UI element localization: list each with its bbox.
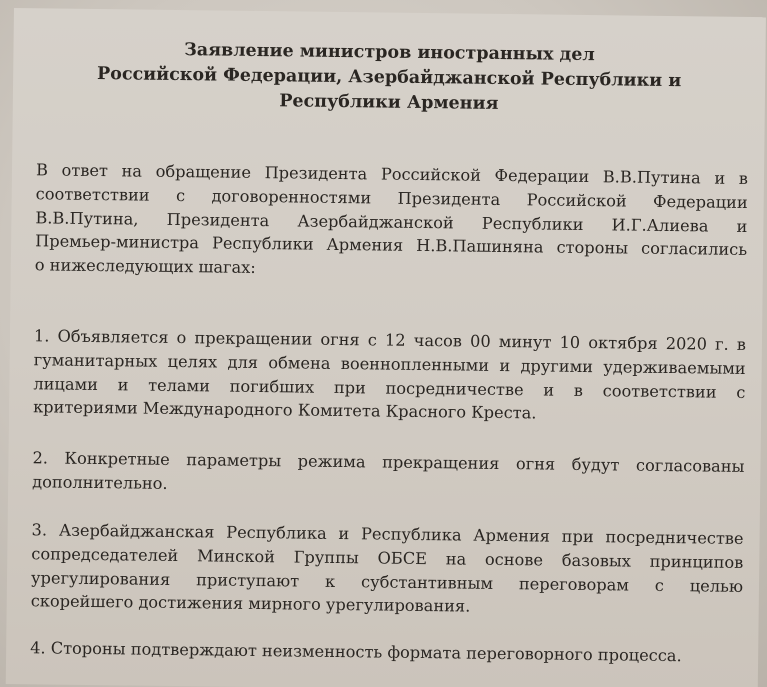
title-line: Республики Армения bbox=[279, 91, 499, 114]
point-3-paragraph bbox=[31, 518, 744, 622]
text-line: 3. Азербайджанская Республика и Республика Армения при посредничестве bbox=[31, 520, 744, 548]
text-line: гуманитарных целях для обмена военнопленными и другими удерживаемыми bbox=[33, 350, 746, 378]
text-line: 1. Объявляется о прекращении огня с 12 часов 00 минут 10 октября 2020 г. в bbox=[33, 326, 747, 354]
text-line: скорейшего достижения мирного урегулирования. bbox=[30, 591, 471, 617]
paper-sheet bbox=[6, 8, 766, 687]
point-1-paragraph bbox=[33, 324, 746, 428]
text-line: о нижеследующих шагах: bbox=[34, 255, 256, 278]
text-line: 4. Стороны подтверждают неизменность формата переговорного процесса. bbox=[30, 638, 682, 666]
title-line: Заявление министров иностранных дел bbox=[184, 40, 595, 66]
document-title bbox=[13, 36, 766, 120]
text-line: Премьер-министра Республики Армения Н.В.Пашиняна стороны согласились bbox=[35, 231, 748, 260]
text-line: сопредседателей Минской Группы ОБСЕ на основе базовых принципов bbox=[31, 544, 744, 572]
text-line: 2. Конкретные параметры режима прекращения огня будут согласованы bbox=[32, 448, 745, 476]
point-2-paragraph bbox=[32, 446, 745, 502]
text-line: соответствии с договоренностями Президента Российской Федерации bbox=[35, 184, 748, 212]
text-line: дополнительно. bbox=[32, 472, 168, 493]
text-line: критериями Международного Комитета Красного Креста. bbox=[33, 397, 537, 423]
title-line: Российской Федерации, Азербайджанской Республики и bbox=[96, 64, 682, 92]
text-line: урегулирования приступают к субстантивным переговорам с целью bbox=[30, 567, 744, 596]
point-4-paragraph bbox=[30, 636, 742, 668]
text-line: В.В.Путина, Президента Азербайджанской Республики И.Г.Алиева и bbox=[35, 207, 748, 236]
intro-paragraph bbox=[35, 158, 748, 286]
text-line: лицами и телами погибших при посредничестве и в соответствии с bbox=[33, 373, 746, 402]
text-line: В ответ на обращение Президента Российской Федерации В.В.Путина и в bbox=[35, 160, 749, 188]
